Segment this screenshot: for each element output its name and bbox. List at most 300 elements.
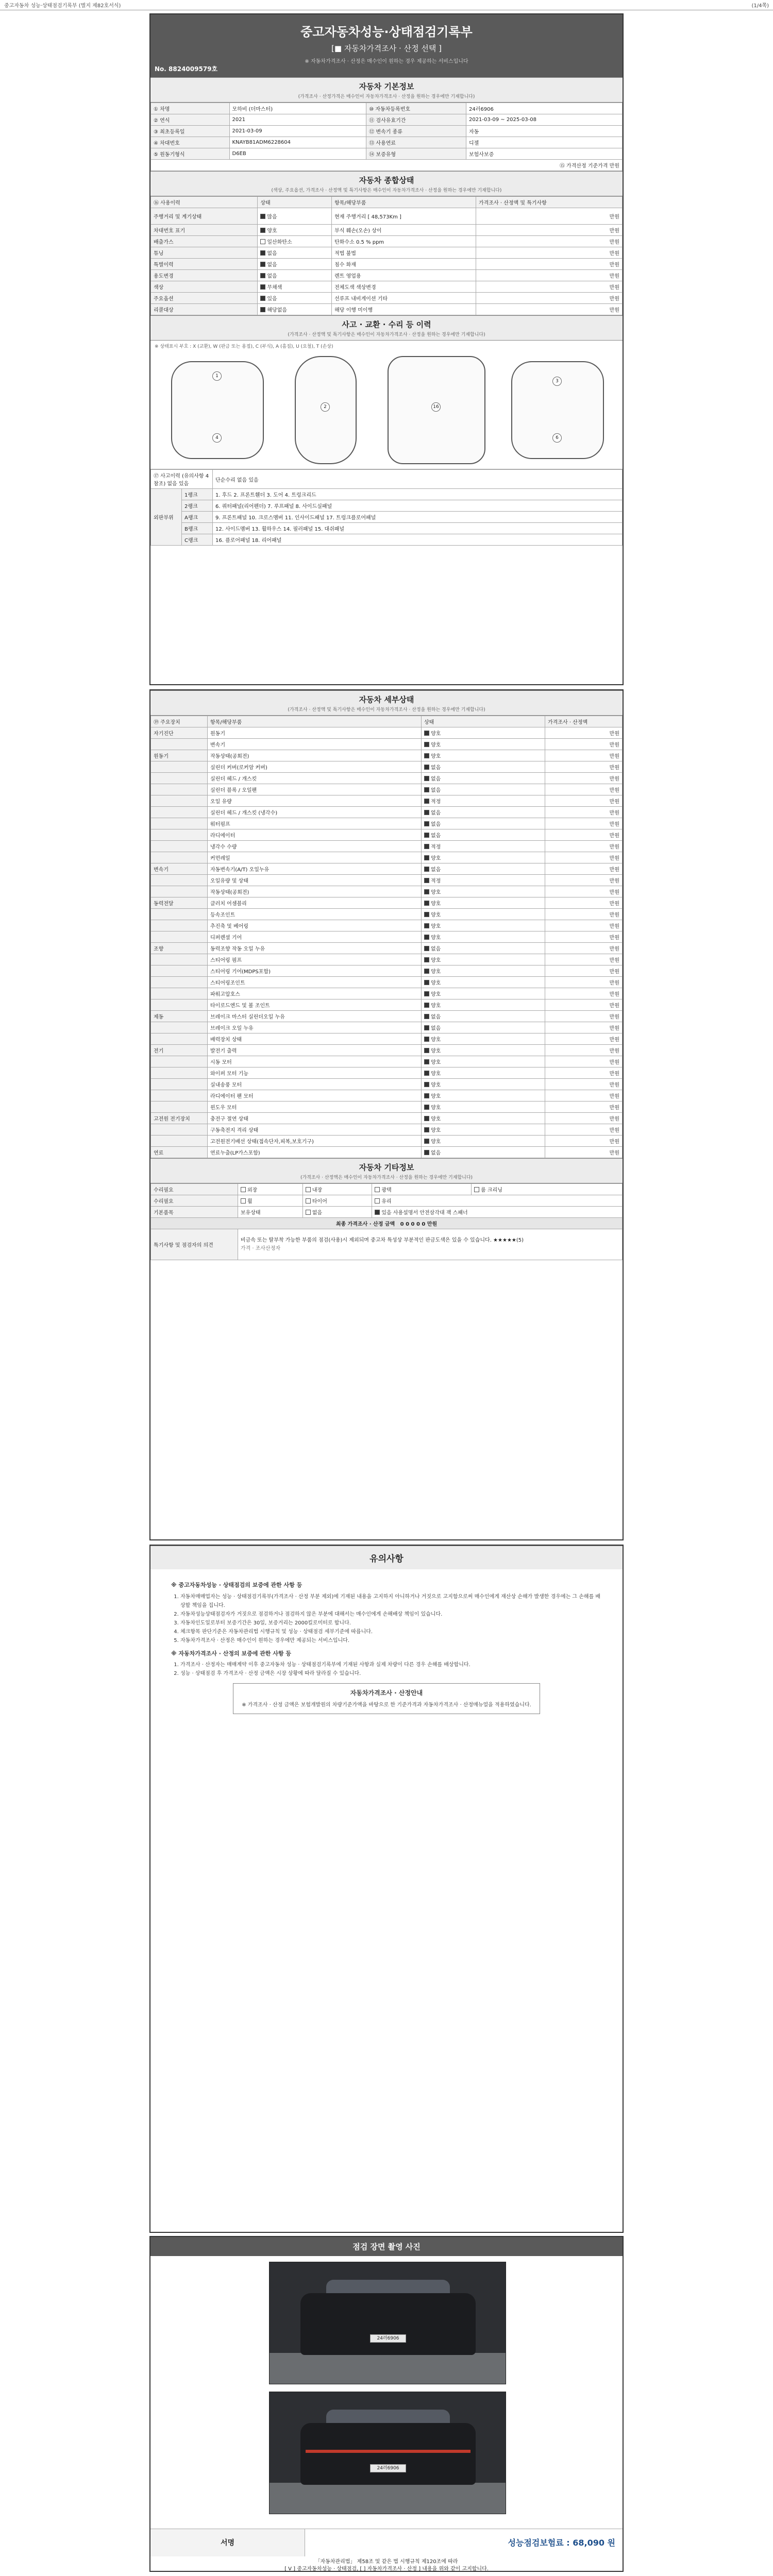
checkbox[interactable]	[424, 1059, 429, 1064]
device-group: 동력전달	[151, 897, 208, 909]
photos-title: 점검 장면 촬영 사진	[150, 2237, 623, 2256]
checkbox[interactable]	[375, 1187, 380, 1192]
table-row	[151, 852, 623, 863]
checkbox[interactable]	[424, 844, 429, 849]
item-status: 양호	[431, 1071, 441, 1077]
cell: 리콜대상	[151, 304, 258, 315]
table-row	[151, 1056, 623, 1067]
notice-list-1	[171, 1592, 602, 1645]
table-row	[151, 875, 623, 886]
item-status: 양호	[431, 1082, 441, 1088]
footer-line-1: 「자동차관리법」 제58조 및 같은 법 시행규칙 제120조에 따라	[315, 2559, 458, 2565]
table-row	[151, 1147, 623, 1158]
price-cell: 만원	[545, 761, 623, 773]
cell: 1랭크	[182, 489, 213, 500]
item-name: 연료누출(LP가스포함)	[208, 1147, 422, 1158]
summary-title: 자동차 종합상태	[150, 171, 623, 187]
item-status: 적정	[431, 844, 441, 850]
col-header: 항목/해당부품	[332, 197, 476, 208]
notice-list-2	[171, 1660, 602, 1678]
table-row	[151, 1101, 623, 1113]
cell: 유리	[381, 1199, 392, 1205]
table-row	[151, 909, 623, 920]
price-cell: 만원	[545, 920, 623, 931]
cell: 사용설명서 안전삼각대 잭 스패너	[393, 1210, 468, 1216]
item-status: 양호	[431, 1003, 441, 1009]
table-row	[151, 807, 623, 818]
table-row	[151, 886, 623, 897]
detail-sub: (가격조사 · 산정액 및 특기사항은 매수인이 자동차가격조사 · 산정을 원하는 경우에만 기재합니다)	[150, 706, 623, 716]
signature-label: 서명	[150, 2529, 305, 2556]
checkbox[interactable]	[260, 214, 265, 219]
device-group	[151, 818, 208, 829]
device-group: 조향	[151, 943, 208, 954]
cell: 9. 프론트패널 10. 크로스멤버 11. 인사이드패널 17. 트렁크플로어패널	[213, 512, 623, 523]
item-name: 스티어링조인트	[208, 977, 422, 988]
checkbox[interactable]	[424, 821, 429, 826]
device-group	[151, 1136, 208, 1147]
device-group	[151, 875, 208, 886]
device-group: 고전원 전기장치	[151, 1113, 208, 1124]
price-cell: 만원	[545, 1101, 623, 1113]
checkbox[interactable]	[260, 228, 265, 233]
list-item: 1. 자동차매매업자는 성능 · 상태점검기록부(가격조사 · 산정 부분 제외)에 기재된 내용을 고지하지 아니하거나 거짓으로 고지함으로써 매수인에게 재산상 손해가 발생한 경우에는 그 손해를 배상할 책임을 집니다.	[180, 1592, 602, 1610]
checkbox[interactable]	[306, 1187, 311, 1192]
item-status: 없음	[431, 765, 441, 771]
item-name: 변속기	[208, 739, 422, 750]
notice-body	[150, 1569, 623, 1726]
table-row	[151, 270, 623, 281]
price-cell: 만원	[545, 999, 623, 1011]
cell: 침수 화재	[332, 259, 476, 270]
list-item: 5. 자동차가격조사 · 산정은 매수인이 원하는 경우에만 제공되는 서비스입니다.	[180, 1636, 602, 1645]
device-group	[151, 852, 208, 863]
base-price: ⑮ 가격산정 기준가격 만원	[151, 160, 623, 171]
basic-info-table	[150, 103, 623, 171]
item-status: 양호	[431, 1128, 441, 1133]
part-marker: 6	[552, 433, 562, 443]
table-row	[151, 965, 623, 977]
checkbox[interactable]	[241, 1198, 246, 1204]
table-row	[151, 841, 623, 852]
checkbox[interactable]	[474, 1187, 479, 1192]
price-cell: 만원	[545, 1045, 623, 1056]
device-group	[151, 999, 208, 1011]
cell: 특별이력	[151, 259, 258, 270]
device-group	[151, 1067, 208, 1079]
item-name: 오일유량 및 상태	[208, 875, 422, 886]
checkbox[interactable]	[424, 1116, 429, 1121]
checkbox[interactable]	[424, 833, 429, 838]
cell: ⑤ 원동기형식	[151, 148, 230, 160]
col-header: ⑯ 사용이력	[151, 197, 258, 208]
item-name: 실린더 헤드 / 개스킷	[208, 773, 422, 784]
form-title: 중고자동차성능·상태점검기록부	[300, 25, 473, 39]
cell: 주요옵션	[151, 293, 258, 304]
checkbox[interactable]	[375, 1198, 380, 1204]
item-status: 양호	[431, 856, 441, 861]
cell: 12. 사이드멤버 13. 휠하우스 14. 필러패널 15. 대쉬패널	[213, 523, 623, 534]
col-header: 상태	[422, 716, 545, 727]
table-row	[151, 954, 623, 965]
device-group	[151, 1033, 208, 1045]
price-cell: 만원	[545, 886, 623, 897]
device-group	[151, 841, 208, 852]
checkbox[interactable]	[424, 901, 429, 906]
car-outline-right	[511, 361, 604, 459]
inspection-photo-front	[269, 2262, 506, 2384]
cell: 전체도색 색상변경	[332, 281, 476, 293]
cell: 광택	[381, 1188, 392, 1193]
checkbox[interactable]	[424, 1150, 429, 1155]
checkbox[interactable]	[260, 284, 265, 290]
cell: C랭크	[182, 534, 213, 546]
item-status: 없음	[431, 867, 441, 873]
cell: 내장	[312, 1188, 323, 1193]
checkbox[interactable]	[424, 1025, 429, 1030]
col-header: 항목/해당부품	[208, 716, 422, 727]
checkbox[interactable]	[424, 1003, 429, 1008]
table-row	[151, 236, 623, 247]
signature-row	[150, 2529, 623, 2556]
table-row	[151, 1011, 623, 1022]
device-group: 원동기	[151, 750, 208, 761]
cell: 배출가스	[151, 236, 258, 247]
price-cell: 만원	[545, 1079, 623, 1090]
checkbox[interactable]	[424, 855, 429, 860]
photo-car	[300, 2293, 476, 2355]
checkbox[interactable]	[424, 810, 429, 815]
checkbox[interactable]	[241, 1187, 246, 1192]
price-cell: 만원	[545, 931, 623, 943]
checkbox[interactable]	[424, 912, 429, 917]
checkbox[interactable]	[424, 731, 429, 736]
item-name: 실린더 블록 / 오일팬	[208, 784, 422, 795]
basic-info-sub: (가격조사 · 산정가격은 매수인이 자동차가격조사 · 산정을 원하는 경우에만 기재합니다)	[150, 93, 623, 103]
item-status: 양호	[431, 1060, 441, 1065]
table-row	[151, 1045, 623, 1056]
table-row	[151, 259, 623, 270]
item-name: 등속조인트	[208, 909, 422, 920]
table-row	[151, 1090, 623, 1101]
checkbox[interactable]	[424, 753, 429, 758]
table-row	[151, 999, 623, 1011]
table-row	[151, 920, 623, 931]
price-cell: 만원	[545, 988, 623, 999]
cell: 만원	[476, 247, 623, 259]
cell: 탄화수소 0.5 % ppm	[332, 236, 476, 247]
cell: 일산화탄소	[267, 240, 292, 245]
item-status: 양호	[431, 924, 441, 929]
checkbox[interactable]	[424, 935, 429, 940]
checkbox[interactable]	[424, 969, 429, 974]
item-status: 없음	[431, 1014, 441, 1020]
item-name: 작동상태(공회전)	[208, 886, 422, 897]
table-row	[151, 1033, 623, 1045]
cell: 2랭크	[182, 500, 213, 512]
price-cell: 만원	[545, 750, 623, 761]
cell: 보험사보증	[466, 148, 622, 160]
cell: ② 연식	[151, 114, 230, 126]
cell: ④ 차대번호	[151, 137, 230, 148]
checkbox[interactable]	[424, 957, 429, 962]
price-cell: 만원	[545, 784, 623, 795]
device-group	[151, 977, 208, 988]
checkbox[interactable]	[260, 250, 265, 256]
item-status: 양호	[431, 980, 441, 986]
item-name: 작동상태(공회전)	[208, 750, 422, 761]
price-cell: 만원	[545, 807, 623, 818]
table-row	[151, 1079, 623, 1090]
special-text: 비금속 또는 탈부착 가능한 부품의 점검(사용)시 제외되며 중고차 특성상 부분적인 판금도색은 있을 수 있습니다. ★★★★★(5)	[240, 1237, 524, 1243]
price-cell: 만원	[545, 739, 623, 750]
item-status: 양호	[431, 969, 441, 975]
device-group	[151, 965, 208, 977]
price-cell: 만원	[545, 1147, 623, 1158]
price-cell: 만원	[545, 852, 623, 863]
device-group	[151, 807, 208, 818]
price-cell: 만원	[545, 1067, 623, 1079]
item-status: 없음	[431, 833, 441, 839]
checkbox[interactable]	[424, 946, 429, 951]
checkbox[interactable]	[424, 1105, 429, 1110]
cell: 해당없음	[267, 308, 288, 313]
item-status: 양호	[431, 958, 441, 963]
part-marker: 16	[431, 402, 441, 412]
device-group	[151, 784, 208, 795]
cell: 렌트 영업용	[332, 270, 476, 281]
cell: 만원	[476, 270, 623, 281]
device-group	[151, 920, 208, 931]
table-row	[151, 208, 623, 225]
car-diagram	[150, 341, 623, 469]
cell: 만원	[476, 259, 623, 270]
photo-ground	[270, 2353, 506, 2384]
table-row	[151, 1124, 623, 1136]
cell: 적법 불법	[332, 247, 476, 259]
summary-sub: (색상, 주요옵션, 가격조사 · 산정액 및 특기사항은 매수인이 자동차가격조사 · 산정을 원하는 경우에만 기재합니다)	[150, 187, 623, 196]
cell: 선루프 내비게이션 기타	[332, 293, 476, 304]
cell: 2021-03-09	[229, 126, 366, 137]
cell: 만원	[476, 281, 623, 293]
price-cell: 만원	[545, 1124, 623, 1136]
license-plate: 24러6906	[370, 2334, 406, 2343]
cell: 차대번호 표기	[151, 225, 258, 236]
checkbox[interactable]	[260, 239, 265, 244]
list-item: 2. 성능 · 상태점검 후 가격조사 · 산정 금액은 시장 상황에 따라 달라질 수 있습니다.	[180, 1669, 602, 1678]
device-group	[151, 761, 208, 773]
accident-history: ⑰ 사고이력 (유의사항 4 참조) 없음 있음	[151, 470, 213, 489]
item-name: 실린더 헤드 / 개스킷 (냉각수)	[208, 807, 422, 818]
cell: 외장	[247, 1188, 258, 1193]
checkbox[interactable]	[375, 1210, 380, 1215]
checkbox[interactable]	[424, 799, 429, 804]
table-row	[151, 281, 623, 293]
item-name: 와이퍼 모터 기능	[208, 1067, 422, 1079]
item-status: 적정	[431, 878, 441, 884]
photo-ground	[270, 2483, 506, 2514]
accident-title: 사고 · 교환 · 수리 등 이력	[150, 315, 623, 331]
item-name: 추진축 및 베어링	[208, 920, 422, 931]
checkbox[interactable]	[424, 1127, 429, 1132]
checkbox[interactable]	[306, 1198, 311, 1204]
cell: 없음	[267, 251, 277, 257]
device-group	[151, 795, 208, 807]
checkbox[interactable]	[424, 889, 429, 894]
device-group: 자기진단	[151, 727, 208, 739]
checkbox[interactable]	[424, 1071, 429, 1076]
table-row	[151, 773, 623, 784]
checkbox[interactable]	[260, 262, 265, 267]
price-cell: 만원	[545, 773, 623, 784]
item-status: 양호	[431, 890, 441, 895]
device-group	[151, 1101, 208, 1113]
checkbox[interactable]	[424, 1037, 429, 1042]
part-marker: 3	[552, 377, 562, 386]
table-row	[151, 750, 623, 761]
part-marker: 1	[212, 371, 222, 381]
table-row	[151, 795, 623, 807]
cell: 만원	[476, 236, 623, 247]
cell: 16. 플로어패널 18. 리어패널	[213, 534, 623, 546]
final-price-title: 최종 가격조사 · 산정 금액	[335, 1222, 395, 1227]
record-number: No. 8824009579호	[155, 65, 218, 73]
part-marker: 2	[321, 402, 330, 412]
item-status: 양호	[431, 731, 441, 737]
device-group	[151, 931, 208, 943]
price-cell: 만원	[545, 977, 623, 988]
price-cell: 만원	[545, 727, 623, 739]
cell: ① 차명	[151, 103, 230, 114]
col-header: 가격조사 · 산정액	[545, 716, 623, 727]
checkbox[interactable]	[424, 776, 429, 781]
col-header: 상태	[258, 197, 332, 208]
cell: 자동	[466, 126, 622, 137]
device-group: 전기	[151, 1045, 208, 1056]
checkbox[interactable]	[260, 307, 265, 312]
valuation-guide-box	[233, 1683, 540, 1714]
detail-title: 자동차 세부상태	[150, 690, 623, 706]
item-name: 냉각수 수량	[208, 841, 422, 852]
checkbox[interactable]	[424, 1014, 429, 1019]
checkbox[interactable]	[260, 273, 265, 278]
col-header: 가격조사 · 산정액 및 특기사항	[476, 197, 623, 208]
price-cell: 만원	[545, 841, 623, 852]
cell: 튜닝	[151, 247, 258, 259]
checkbox[interactable]	[424, 765, 429, 770]
item-name: 워터펌프	[208, 818, 422, 829]
list-item: 4. 체크항목 판단기준은 자동차관리법 시행규칙 및 성능 · 상태점검 세부기준에 따릅니다.	[180, 1628, 602, 1636]
item-status: 양호	[431, 1037, 441, 1043]
price-cell: 만원	[545, 818, 623, 829]
table-row	[151, 293, 623, 304]
cell: 보유상태	[238, 1207, 303, 1218]
cell: 없음	[267, 262, 277, 268]
table-row	[151, 1067, 623, 1079]
item-status: 양호	[431, 935, 441, 941]
cell: D6EB	[229, 148, 366, 160]
table-row	[151, 1113, 623, 1124]
item-status: 양호	[431, 1094, 441, 1099]
checkbox[interactable]	[424, 991, 429, 996]
device-group	[151, 988, 208, 999]
checkbox[interactable]	[424, 1048, 429, 1053]
tail-light-bar	[306, 2450, 470, 2453]
cell: 있음	[381, 1210, 392, 1216]
item-name: 커먼레일	[208, 852, 422, 863]
cell: 기본품목	[151, 1207, 238, 1218]
price-cell: 만원	[545, 875, 623, 886]
table-row	[151, 761, 623, 773]
list-item: 1. 가격조사 · 산정자는 매매계약 이후 중고자동차 성능 · 상태점검기록부에 기재된 사항과 실제 차량이 다른 경우 손해를 배상합니다.	[180, 1660, 602, 1669]
item-name: 스티어링 기어(MDPS포함)	[208, 965, 422, 977]
price-cell: 만원	[545, 1022, 623, 1033]
checkbox[interactable]	[260, 296, 265, 301]
basic-info-title: 자동차 기본정보	[150, 77, 623, 93]
item-name: 구동축전지 격리 상태	[208, 1124, 422, 1136]
other-sub: (가격조사 · 산정액은 매수인이 자동차가격조사 · 산정을 원하는 경우에만 기재합니다)	[150, 1174, 623, 1183]
page-3	[149, 1545, 624, 2233]
item-status: 양호	[431, 912, 441, 918]
item-name: 브레이크 오일 누유	[208, 1022, 422, 1033]
item-name: 원동기	[208, 727, 422, 739]
item-status: 양호	[431, 1139, 441, 1145]
checkbox[interactable]	[306, 1210, 311, 1215]
checkbox[interactable]	[424, 742, 429, 747]
table-row	[151, 304, 623, 315]
col-header: ⑲ 주요장치	[151, 716, 208, 727]
price-cell: 만원	[545, 909, 623, 920]
summary-table	[150, 196, 623, 315]
page-1	[149, 13, 624, 685]
table-row	[151, 943, 623, 954]
cell: 24러6906	[466, 103, 622, 114]
photo-car	[300, 2423, 476, 2485]
checkbox[interactable]	[424, 1093, 429, 1098]
item-name: 오일 유량	[208, 795, 422, 807]
final-price-value: 0 0 0 0 0 만원	[400, 1222, 438, 1227]
item-status: 없음	[431, 946, 441, 952]
detail-table	[150, 716, 623, 1158]
table-row	[151, 818, 623, 829]
item-status: 양호	[431, 754, 441, 759]
cell: ⑪ 검사유효기간	[366, 114, 466, 126]
accident-table	[150, 469, 623, 546]
checkbox[interactable]	[424, 787, 429, 792]
special-text-2: 가격 · 조사산정자	[240, 1245, 281, 1251]
checkbox[interactable]	[424, 1139, 429, 1144]
item-name: 고전원전기배선 상태(접속단자,피복,보호기구)	[208, 1136, 422, 1147]
checkbox[interactable]	[424, 980, 429, 985]
form-header	[150, 14, 623, 77]
top-bar	[0, 0, 773, 10]
checkbox[interactable]	[424, 878, 429, 883]
cell: 만원	[476, 208, 623, 225]
cell: 없음	[312, 1210, 323, 1216]
item-status: 없음	[431, 822, 441, 827]
cell: 없음	[267, 274, 277, 279]
cell: ⑬ 사용연료	[366, 137, 466, 148]
checkbox[interactable]	[424, 1082, 429, 1087]
checkbox[interactable]	[424, 867, 429, 872]
item-status: 없음	[431, 810, 441, 816]
device-group	[151, 1022, 208, 1033]
device-group	[151, 1090, 208, 1101]
price-cell: 만원	[545, 954, 623, 965]
item-name: 디퍼렌셜 기어	[208, 931, 422, 943]
checkbox[interactable]	[424, 923, 429, 928]
item-name: 자동변속기(A/T) 오일누유	[208, 863, 422, 875]
